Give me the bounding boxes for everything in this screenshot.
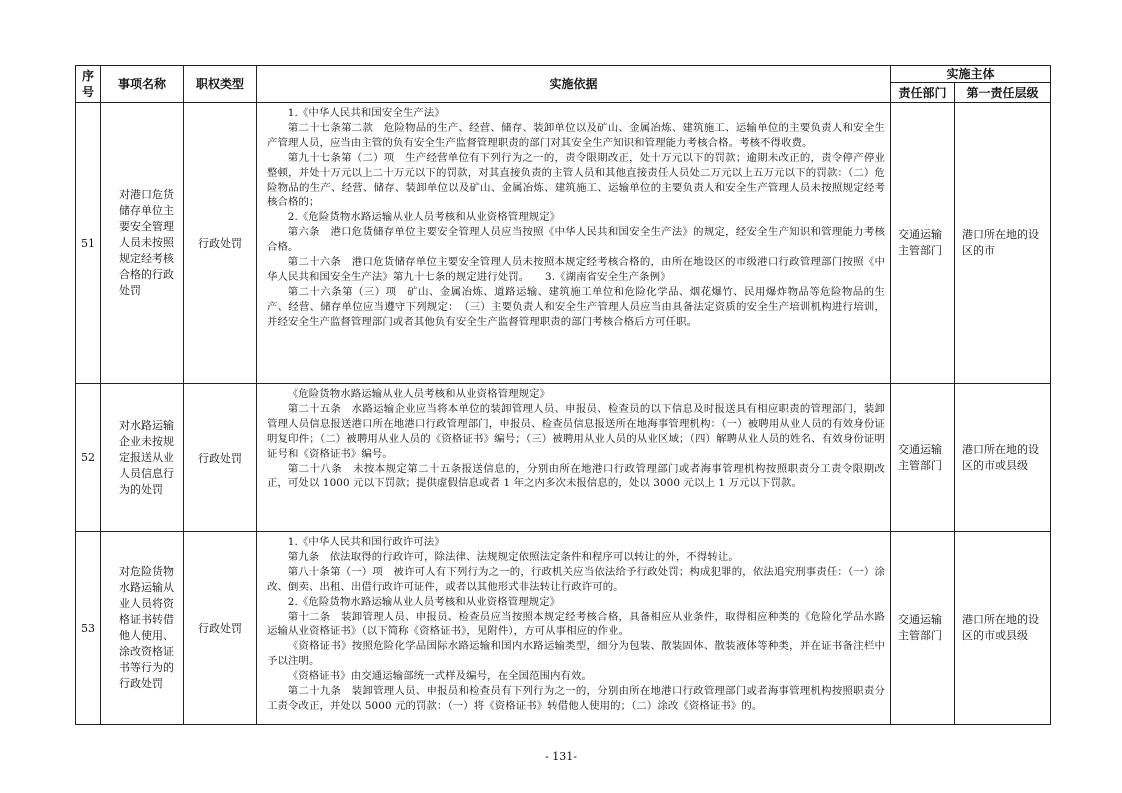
header-basis: 实施依据 [257, 66, 891, 103]
legal-basis [257, 103, 891, 384]
responsible-department: 交通运输主管部门 [891, 103, 955, 384]
basis-paragraph: 第八十条第（一）项 被许可人有下列行为之一的，行政机关应当依法给予行政处罚；构成犯罪的，依法追究刑事责任：（一）涂改、倒卖、出租、出借行政许可证件，或者以其他形式非法转让行政许可的。 [267, 565, 885, 593]
responsible-department: 交通运输主管部门 [891, 384, 955, 532]
responsibility-level: 港口所在地的设区的市或县级 [955, 384, 1051, 532]
header-seq: 序号 [76, 66, 101, 103]
basis-paragraph: 第十二条 装卸管理人员、申报员、检查员应当按照本规定经考核合格，具备相应从业条件，取得相应种类的《危险化学品水路运输从业资格证书》（以下简称《资格证书》，见附件），方可从事相应的作业。 [267, 610, 885, 638]
row-number: 52 [76, 384, 101, 532]
page-number: - 131- [545, 750, 577, 763]
row-number: 51 [76, 103, 101, 384]
basis-paragraph: 第六条 港口危货储存单位主要安全管理人员应当按照《中华人民共和国安全生产法》的规定，经安全生产知识和管理能力考核合格。 [267, 226, 885, 254]
legal-basis [257, 384, 891, 532]
basis-paragraph: 第二十七条第二款 危险物品的生产、经营、储存、装卸单位以及矿山、金属冶炼、建筑施工、运输单位的主要负责人和安全生产管理人员，应当由主管的负有安全生产监督管理职责的部门对其安全生产知识和管理能力考核合格。考核不得收费。 [267, 121, 885, 149]
item-name: 对水路运输企业未按规定报送从业人员信息行为的处罚 [101, 384, 184, 532]
header-subject: 实施主体 [891, 66, 1051, 83]
basis-paragraph: 第二十五条 水路运输企业应当将本单位的装卸管理人员、申报员、检查员的以下信息及时报送具有相应职责的管理部门，装卸管理人员信息报送港口所在地港口行政管理部门，申报员、检查员信息报送所在地海事管理机构：（一）被聘用从业人员的有效身份证明复印件；（二）被聘用从业人员的《资格证书》编号；（三）被聘用从业人员的从业区域；（四）解聘从业人员的姓名、有效身份证明证号和《资格证书》编号。 [267, 402, 885, 460]
enforcement-table [75, 65, 1051, 725]
basis-paragraph: 1.《中华人民共和国安全生产法》 [287, 107, 445, 119]
table-row [76, 532, 1051, 725]
power-type: 行政处罚 [184, 384, 257, 532]
basis-paragraph: 2.《危险货物水路运输从业人员考核和从业资格管理规定》 [287, 595, 561, 608]
basis-paragraph: 第九条 依法取得的行政许可，除法律、法规规定依照法定条件和程序可以转让的外，不得转让。 [287, 550, 739, 563]
table-row [76, 384, 1051, 532]
header-name: 事项名称 [101, 66, 184, 103]
header-dept: 责任部门 [891, 83, 955, 103]
item-name: 对危险货物水路运输从业人员将资格证书转借他人使用、涂改资格证书等行为的行政处罚 [101, 532, 184, 725]
item-name: 对港口危货储存单位主要安全管理人员未按照规定经考核合格的行政处罚 [101, 103, 184, 384]
responsibility-level: 港口所在地的设区的市或县级 [955, 532, 1051, 725]
basis-paragraph: 《资格证书》由交通运输部统一式样及编号，在全国范围内有效。 [287, 670, 593, 683]
responsible-department: 交通运输主管部门 [891, 532, 955, 725]
basis-paragraph: 第二十九条 装卸管理人员、申报员和检查员有下列行为之一的，分别由所在地港口行政管理部门或者海事管理机构按照职责分工责令改正，并处以 5000 元的罚款：（一）将《资格证书》转借他人使用的；（二）涂改《资格证书》的。 [267, 685, 885, 712]
basis-paragraph: 2.《危险货物水路运输从业人员考核和从业资格管理规定》 [287, 211, 561, 224]
basis-paragraph: 第二十六条 港口危货储存单位主要安全管理人员未按照本规定经考核合格的，由所在地设区的市级港口行政管理部门按照《中华人民共和国安全生产法》第九十七条的规定进行处罚。 3.《湖南省安全生产条例》 [267, 256, 885, 283]
power-type: 行政处罚 [184, 532, 257, 725]
header-level: 第一责任层级 [955, 83, 1051, 103]
header-type: 职权类型 [184, 66, 257, 103]
basis-paragraph: 第二十六条第（三）项 矿山、金属冶炼、道路运输、建筑施工单位和危险化学品、烟花爆竹、民用爆炸物品等危险物品的生产、经营、储存单位应当遵守下列规定： （三）主要负责人和安全生产管理人员应当由具备法定资质的安全生产培训机构进行培训，并经安全生产监督管理部门或者其他负有安全生产监督管理职责的部门考核合格后方可任职。 [267, 285, 885, 328]
responsibility-level: 港口所在地的设区的市 [955, 103, 1051, 384]
basis-paragraph: 1.《中华人民共和国行政许可法》 [287, 536, 445, 548]
power-type: 行政处罚 [184, 103, 257, 384]
table-row [76, 103, 1051, 384]
basis-paragraph: 第二十八条 未按本规定第二十五条报送信息的，分别由所在地港口行政管理部门或者海事管理机构按照职责分工责令限期改正，可处以 1000 元以下罚款；提供虚假信息或者 1 年之内多次未报信息的，处以 3000 元以上 1 万元以下罚款。 [267, 462, 885, 490]
row-number: 53 [76, 532, 101, 725]
basis-paragraph: 《资格证书》按照危险化学品国际水路运输和国内水路运输类型，细分为包装、散装固体、散装液体等种类，并在证书备注栏中予以注明。 [267, 640, 885, 668]
basis-paragraph: 第九十七条第（二）项 生产经营单位有下列行为之一的，责令限期改正，处十万元以下的罚款；逾期未改正的，责令停产停业整顿，并处十万元以上二十万元以下的罚款，对其直接负责的主管人员和其他直接责任人员处二万元以上五万元以下的罚款：（二）危险物品的生产、经营、储存、装卸单位以及矿山、金属冶炼、建筑施工、运输单位的主要负责人和安全生产管理人员未按照规定经考核合格的； [267, 151, 885, 209]
basis-paragraph: 《危险货物水路运输从业人员考核和从业资格管理规定》 [287, 388, 551, 400]
legal-basis [257, 532, 891, 725]
